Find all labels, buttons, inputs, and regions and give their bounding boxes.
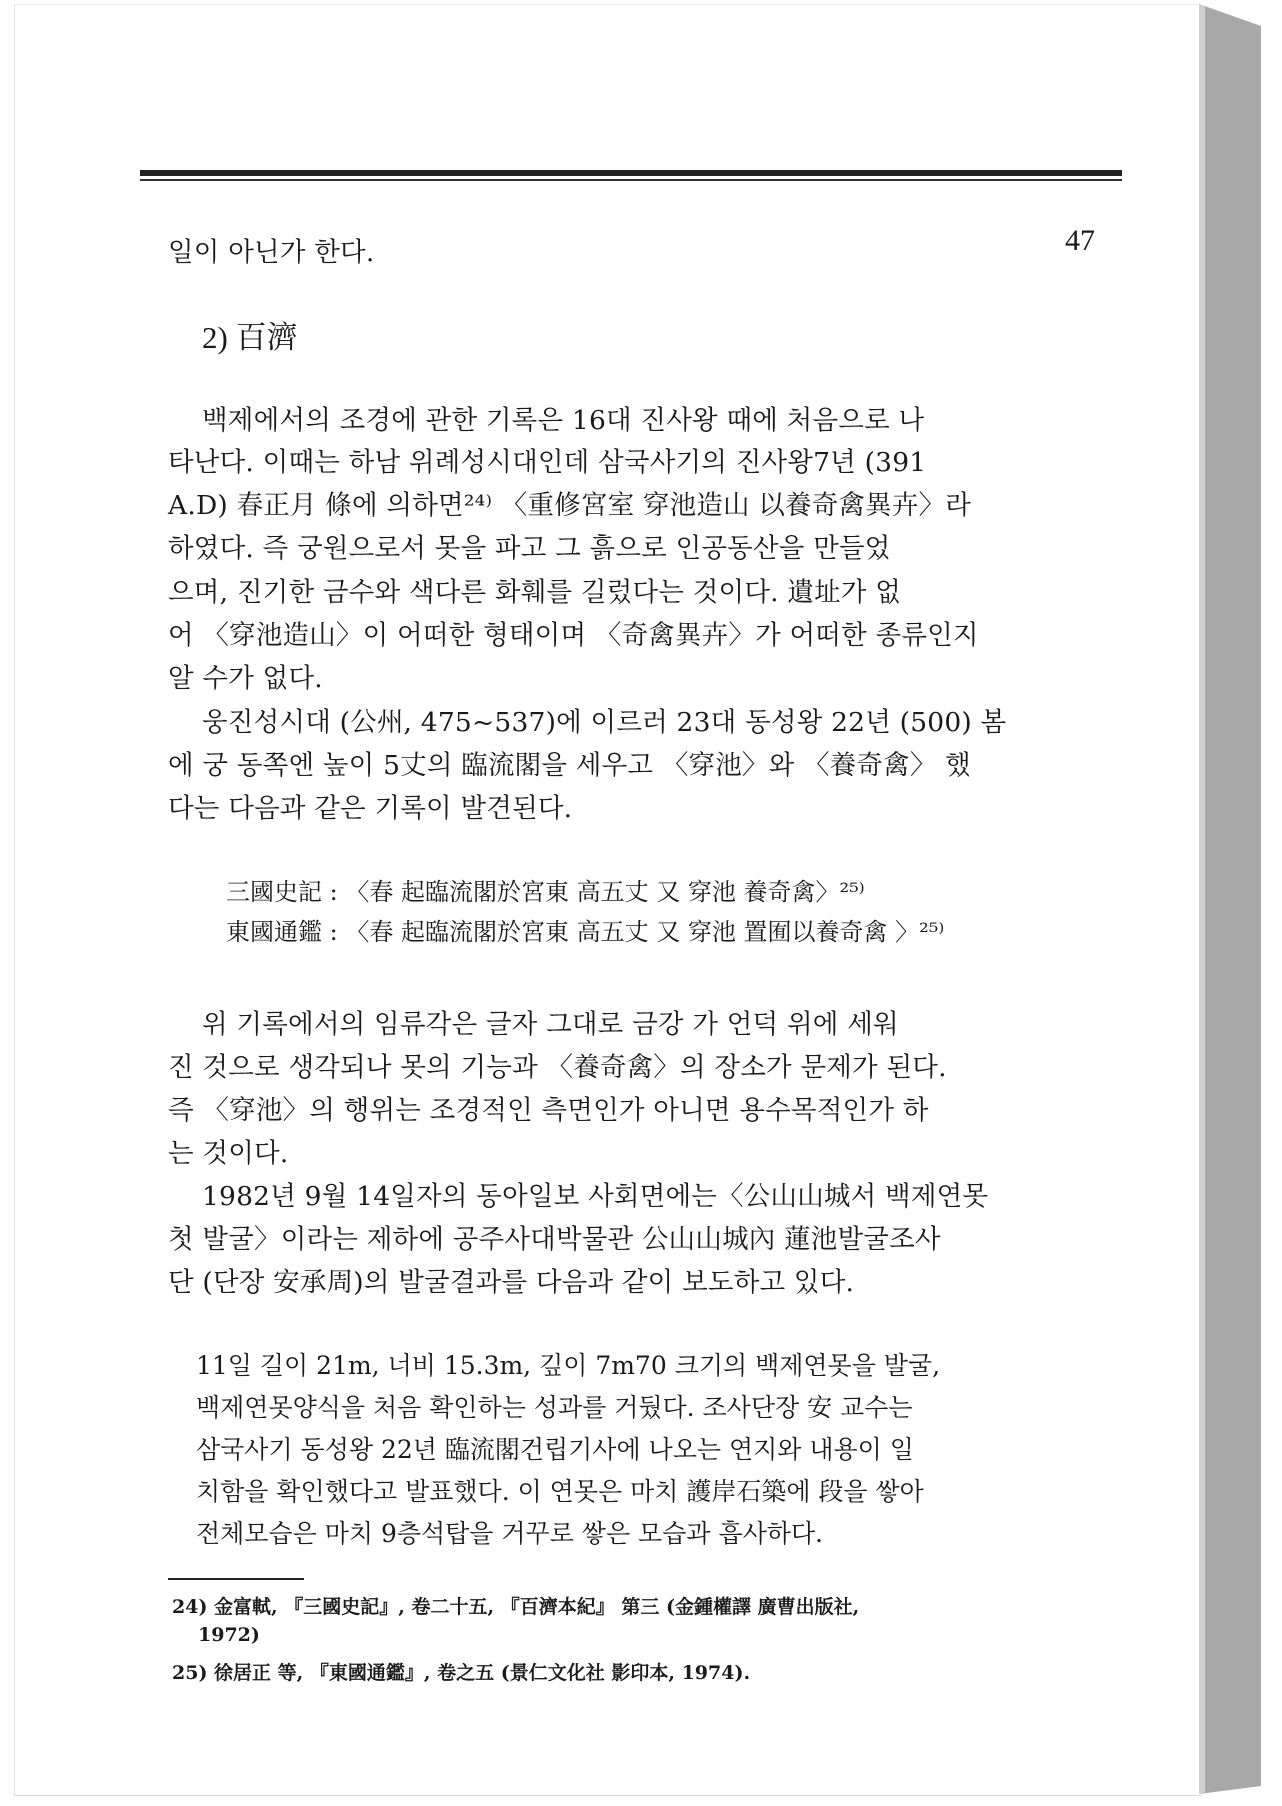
excerpt-line: 치함을 확인했다고 발표했다. 이 연못은 마치 護岸石築에 段을 쌓아	[196, 1477, 924, 1506]
footnote-rule	[168, 1578, 304, 1580]
text-line: 다는 다음과 같은 기록이 발견된다.	[168, 793, 573, 824]
quote-line: 東國通鑑 : 〈春 起臨流閣於宮東 高五丈 又 穿池 置囿以養奇禽 〉²⁵⁾	[226, 918, 945, 946]
excerpt-line: 백제연못양식을 처음 확인하는 성과를 거뒀다. 조사단장 安 교수는	[196, 1393, 913, 1422]
excerpt-line: 전체모습은 마치 9층석탑을 거꾸로 쌓은 모습과 흡사하다.	[196, 1519, 823, 1548]
text-line: 단 (단장 安承周)의 발굴결과를 다음과 같이 보도하고 있다.	[168, 1267, 855, 1298]
text-line: 웅진성시대 (公州, 475~537)에 이르러 23대 동성왕 22년 (500) 봄	[202, 707, 1007, 738]
text-line: 하였다. 즉 궁원으로서 못을 파고 그 흙으로 인공동산을 만들었	[168, 533, 891, 564]
header-rule-thin	[140, 179, 1122, 181]
opening-line: 일이 아닌가 한다.	[168, 237, 375, 268]
footnote-24-cont: 1972)	[198, 1624, 260, 1646]
text-line: 백제에서의 조경에 관한 기록은 16대 진사왕 때에 처음으로 나	[202, 405, 925, 436]
quote-line: 三國史記 : 〈春 起臨流閣於宮東 高五丈 又 穿池 養奇禽〉²⁵⁾	[226, 878, 865, 906]
text-line: 알 수가 없다.	[168, 663, 323, 694]
text-line: 진 것으로 생각되나 못의 기능과 〈養奇禽〉의 장소가 문제가 된다.	[168, 1052, 947, 1083]
excerpt-line: 11일 길이 21m, 너비 15.3m, 깊이 7m70 크기의 백제연못을 발굴,	[196, 1351, 941, 1380]
footnote-24: 24) 金富軾, 『三國史記』, 卷二十五, 『百濟本紀』 第三 (金鍾權譯 廣曹出版社,	[172, 1596, 860, 1618]
text-line: 첫 발굴〉이라는 제하에 공주사대박물관 公山山城內 蓮池발굴조사	[168, 1224, 941, 1255]
text-line: 으며, 진기한 금수와 색다른 화훼를 길렀다는 것이다. 遺址가 없	[168, 577, 902, 608]
footnote-25: 25) 徐居正 等, 『東國通鑑』, 卷之五 (景仁文化社 影印本, 1974).	[172, 1662, 751, 1684]
text-line: 어 〈穿池造山〉이 어떠한 형태이며 〈奇禽異卉〉가 어떠한 종류인지	[168, 620, 979, 651]
text-line: 즉 〈穿池〉의 행위는 조경적인 측면인가 아니면 용수목적인가 하	[168, 1095, 929, 1126]
excerpt-line: 삼국사기 동성왕 22년 臨流閣건립기사에 나오는 연지와 내용이 일	[196, 1435, 914, 1464]
text-line: 1982년 9월 14일자의 동아일보 사회면에는〈公山山城서 백제연못	[202, 1181, 989, 1212]
header-rule-thick	[140, 170, 1122, 176]
text-line: 는 것이다.	[168, 1138, 289, 1169]
text-line: A.D) 春正月 條에 의하면²⁴⁾ 〈重修宮室 穿池造山 以養奇禽異卉〉라	[168, 490, 972, 521]
text-line: 에 궁 동쪽엔 높이 5丈의 臨流閣을 세우고 〈穿池〉와 〈養奇禽〉 했	[168, 750, 971, 781]
page-number: 47	[1065, 224, 1095, 257]
section-heading: 2) 百濟	[202, 320, 298, 355]
text-line: 위 기록에서의 임류각은 글자 그대로 금강 가 언덕 위에 세워	[202, 1009, 899, 1040]
text-line: 타난다. 이때는 하남 위례성시대인데 삼국사기의 진사왕7년 (391	[168, 447, 927, 478]
